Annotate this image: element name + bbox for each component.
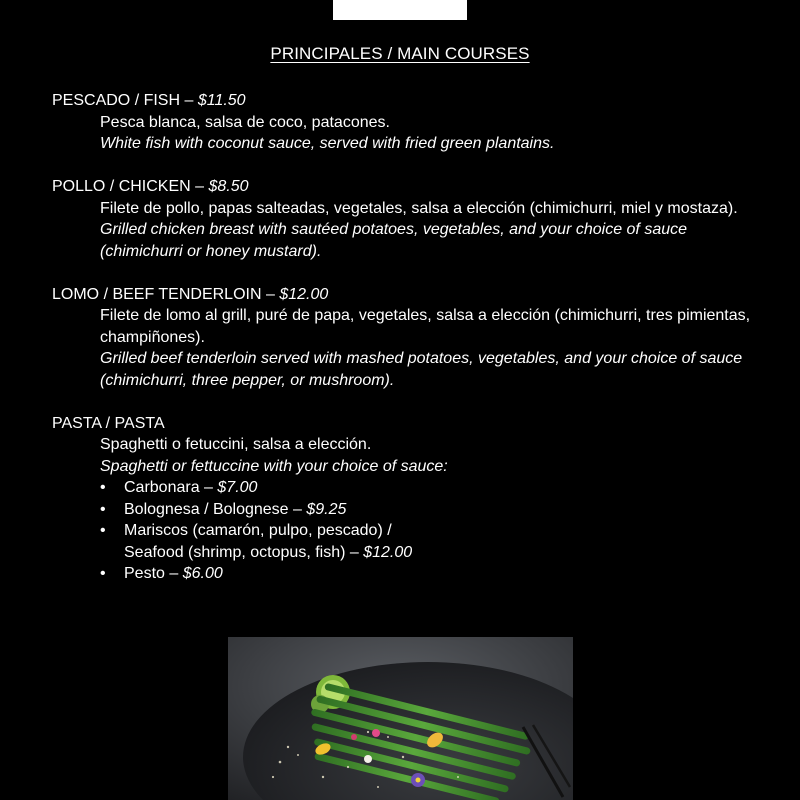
item-description-en: Grilled chicken breast with sautéed potatoes, vegetables, and your choice of sauce (chimichurri or honey mustard).	[100, 221, 688, 260]
item-description-en: Grilled beef tenderloin served with mashed potatoes, vegetables, and your choice of sauce (chimichurri, three pepper, or mushroom).	[100, 350, 743, 389]
menu-item-pasta	[52, 413, 772, 585]
menu-item-chicken	[52, 176, 772, 262]
sauce-option-pesto	[100, 563, 772, 585]
option-label: Pesto	[124, 565, 165, 582]
item-description-es: Filete de pollo, papas salteadas, vegetales, salsa a elección (chimichurri, miel y mostaza).	[100, 199, 738, 217]
item-description-en: White fish with coconut sauce, served with fried green plantains.	[100, 135, 555, 152]
option-dash: –	[164, 565, 183, 582]
item-heading	[52, 284, 772, 306]
top-header-box	[333, 0, 467, 20]
item-heading	[52, 90, 772, 112]
item-dash: –	[261, 285, 280, 303]
menu-list	[52, 90, 772, 606]
item-name: PASTA / PASTA	[52, 414, 165, 432]
option-price: $6.00	[182, 565, 223, 582]
option-price: $7.00	[217, 479, 258, 496]
sauce-option-bolognese	[100, 499, 772, 521]
option-price: $9.25	[306, 500, 347, 518]
item-description-en: Spaghetti or fettuccine with your choice of sauce:	[100, 457, 448, 475]
sauce-option-carbonara	[100, 477, 772, 499]
item-description-es: Spaghetti o fetuccini, salsa a elección.	[100, 436, 372, 453]
item-heading	[52, 176, 772, 198]
item-price: $12.00	[279, 285, 329, 303]
item-dash: –	[190, 178, 209, 195]
flower-white	[364, 755, 372, 763]
flower-pink	[372, 729, 380, 737]
option-label: Carbonara	[124, 479, 200, 496]
sauce-options	[52, 477, 772, 585]
item-name: PESCADO / FISH	[52, 92, 181, 109]
sauce-option-seafood	[100, 520, 772, 563]
option-dash: –	[199, 479, 218, 496]
flower-pink	[351, 734, 357, 740]
option-price: $12.00	[363, 543, 413, 561]
item-name: POLLO / CHICKEN	[52, 178, 191, 195]
bullet-icon: •	[100, 522, 106, 539]
item-name: LOMO / BEEF TENDERLOIN	[52, 285, 262, 303]
flower-purple-center	[416, 778, 421, 783]
bullet-icon: •	[100, 565, 106, 582]
menu-item-beef	[52, 284, 772, 392]
bullet-icon: •	[100, 500, 106, 518]
grilled-asparagus-plate-photo	[228, 637, 573, 800]
item-price: $11.50	[197, 92, 246, 109]
bullet-icon: •	[100, 479, 106, 496]
page-title: PRINCIPALES / MAIN COURSES	[270, 44, 530, 63]
item-description-es: Pesca blanca, salsa de coco, patacones.	[100, 113, 390, 131]
option-dash: –	[288, 500, 307, 518]
option-label: Mariscos (camarón, pulpo, pescado) /	[124, 522, 392, 539]
option-label-en: Seafood (shrimp, octopus, fish)	[124, 543, 346, 561]
option-dash: –	[345, 543, 364, 561]
item-dash: –	[180, 92, 198, 109]
option-label: Bolognesa / Bolognese	[124, 500, 289, 518]
menu-item-fish	[52, 90, 772, 155]
item-heading	[52, 413, 772, 435]
item-description-es: Filete de lomo al grill, puré de papa, vegetales, salsa a elección (chimichurri, tres pimientas, champiñones).	[100, 307, 751, 346]
item-price: $8.50	[208, 178, 249, 195]
